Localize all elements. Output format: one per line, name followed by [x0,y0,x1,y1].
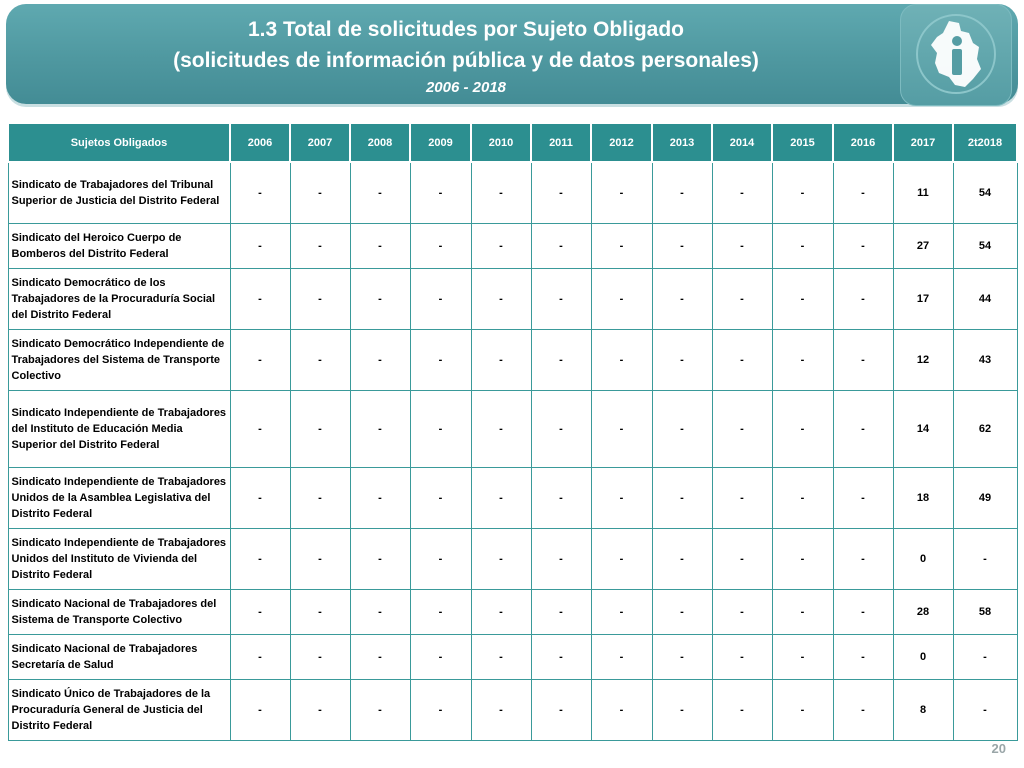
value-cell: - [290,391,350,468]
value-cell: - [833,330,893,391]
value-cell: - [350,468,410,529]
value-cell: - [290,680,350,741]
value-cell: - [230,269,290,330]
value-cell: - [290,529,350,590]
value-cell: - [230,468,290,529]
value-cell: 8 [893,680,953,741]
table-row [8,224,1017,269]
value-cell: - [531,468,591,529]
value-cell: - [471,680,531,741]
value-cell: - [471,269,531,330]
column-header-year: 2008 [350,123,410,162]
value-cell: - [531,224,591,269]
value-cell: - [350,529,410,590]
value-cell: 58 [953,590,1017,635]
value-cell: - [772,330,833,391]
value-cell: - [290,269,350,330]
value-cell: - [230,330,290,391]
value-cell: - [290,224,350,269]
column-header-year: 2016 [833,123,893,162]
value-cell: - [591,590,652,635]
value-cell: - [471,330,531,391]
value-cell: - [290,330,350,391]
value-cell: 44 [953,269,1017,330]
value-cell: - [591,635,652,680]
table-row [8,590,1017,635]
value-cell: - [652,391,712,468]
value-cell: - [350,635,410,680]
column-header-year: 2017 [893,123,953,162]
value-cell: - [833,391,893,468]
value-cell: 17 [893,269,953,330]
value-cell: 43 [953,330,1017,391]
requests-table [7,122,1018,741]
value-cell: - [712,162,772,224]
value-cell: - [471,529,531,590]
value-cell: - [350,330,410,391]
table-row [8,529,1017,590]
value-cell: - [350,224,410,269]
subject-name-cell: Sindicato Independiente de Trabajadores Unidos del Instituto de Vivienda del Distrito Federal [8,529,230,590]
value-cell: - [350,162,410,224]
value-cell: 28 [893,590,953,635]
value-cell: - [652,330,712,391]
value-cell: - [772,590,833,635]
logo [900,4,1012,106]
value-cell: - [531,330,591,391]
value-cell: 0 [893,529,953,590]
value-cell: - [772,224,833,269]
value-cell: - [772,680,833,741]
column-header-year: 2006 [230,123,290,162]
value-cell: 49 [953,468,1017,529]
table-row [8,162,1017,224]
value-cell: - [591,269,652,330]
value-cell: - [591,529,652,590]
value-cell: - [230,162,290,224]
column-header-year: 2011 [531,123,591,162]
value-cell: 0 [893,635,953,680]
value-cell: - [772,529,833,590]
table-header-row [8,123,1017,162]
page-number: 20 [991,741,1006,756]
value-cell: - [230,391,290,468]
value-cell: - [712,330,772,391]
value-cell: - [531,590,591,635]
value-cell: - [410,680,471,741]
value-cell: - [953,635,1017,680]
column-header-year: 2010 [471,123,531,162]
value-cell: - [290,635,350,680]
table-row [8,391,1017,468]
value-cell: - [833,468,893,529]
value-cell: - [290,162,350,224]
value-cell: - [230,224,290,269]
value-cell: - [531,162,591,224]
value-cell: - [652,590,712,635]
value-cell: - [410,590,471,635]
value-cell: - [591,391,652,468]
value-cell: - [290,468,350,529]
value-cell: - [591,680,652,741]
value-cell: - [652,468,712,529]
subject-name-cell: Sindicato Nacional de Trabajadores Secretaría de Salud [8,635,230,680]
value-cell: - [350,680,410,741]
cdmx-info-logo-icon [915,13,997,95]
column-header-year: 2015 [772,123,833,162]
column-header-year: 2014 [712,123,772,162]
value-cell: - [712,635,772,680]
value-cell: - [772,635,833,680]
value-cell: - [833,529,893,590]
subject-name-cell: Sindicato Único de Trabajadores de la Procuraduría General de Justicia del Distrito Federal [8,680,230,741]
value-cell: - [833,224,893,269]
title-banner [6,4,1018,104]
value-cell: - [471,391,531,468]
value-cell: - [833,269,893,330]
value-cell: - [531,391,591,468]
subject-name-cell: Sindicato Independiente de Trabajadores del Instituto de Educación Media Superior del Distrito Federal [8,391,230,468]
value-cell: - [591,224,652,269]
value-cell: - [712,269,772,330]
value-cell: - [230,590,290,635]
value-cell: 54 [953,162,1017,224]
value-cell: - [531,529,591,590]
value-cell: 14 [893,391,953,468]
value-cell: - [953,529,1017,590]
value-cell: - [531,680,591,741]
value-cell: - [652,529,712,590]
value-cell: - [591,468,652,529]
value-cell: - [712,468,772,529]
page-title: 1.3 Total de solicitudes por Sujeto Obligado [248,18,684,41]
value-cell: - [591,330,652,391]
table-row [8,635,1017,680]
subject-name-cell: Sindicato Nacional de Trabajadores del Sistema de Transporte Colectivo [8,590,230,635]
value-cell: - [652,162,712,224]
column-header-year: 2t2018 [953,123,1017,162]
value-cell: - [833,162,893,224]
value-cell: - [712,391,772,468]
table-row [8,269,1017,330]
value-cell: - [652,635,712,680]
value-cell: - [471,590,531,635]
column-header-subjects: Sujetos Obligados [8,123,230,162]
value-cell: - [531,269,591,330]
value-cell: - [410,269,471,330]
table-row [8,330,1017,391]
year-range: 2006 - 2018 [425,79,507,96]
value-cell: 18 [893,468,953,529]
subject-name-cell: Sindicato Democrático Independiente de Trabajadores del Sistema de Transporte Colectivo [8,330,230,391]
value-cell: - [712,680,772,741]
value-cell: 62 [953,391,1017,468]
column-header-year: 2007 [290,123,350,162]
column-header-year: 2013 [652,123,712,162]
value-cell: - [652,680,712,741]
subject-name-cell: Sindicato del Heroico Cuerpo de Bomberos del Distrito Federal [8,224,230,269]
value-cell: - [410,635,471,680]
value-cell: 12 [893,330,953,391]
page-subtitle: (solicitudes de información pública y de datos personales) [173,49,759,72]
value-cell: - [350,269,410,330]
table-row [8,680,1017,741]
value-cell: - [712,590,772,635]
value-cell: - [833,680,893,741]
value-cell: - [652,269,712,330]
value-cell: - [772,269,833,330]
value-cell: - [410,529,471,590]
value-cell: - [410,468,471,529]
value-cell: - [471,635,531,680]
value-cell: - [471,162,531,224]
value-cell: - [410,224,471,269]
value-cell: - [410,162,471,224]
value-cell: - [410,330,471,391]
value-cell: - [230,529,290,590]
value-cell: - [772,391,833,468]
value-cell: - [953,680,1017,741]
value-cell: - [230,680,290,741]
value-cell: - [712,224,772,269]
value-cell: - [471,468,531,529]
value-cell: - [410,391,471,468]
table-row [8,468,1017,529]
value-cell: 11 [893,162,953,224]
value-cell: - [230,635,290,680]
value-cell: - [833,635,893,680]
column-header-year: 2012 [591,123,652,162]
value-cell: - [712,529,772,590]
value-cell: - [772,468,833,529]
value-cell: - [531,635,591,680]
subject-name-cell: Sindicato Independiente de Trabajadores Unidos de la Asamblea Legislativa del Distrito Federal [8,468,230,529]
value-cell: 54 [953,224,1017,269]
value-cell: - [833,590,893,635]
value-cell: - [471,224,531,269]
value-cell: - [290,590,350,635]
value-cell: - [591,162,652,224]
subject-name-cell: Sindicato de Trabajadores del Tribunal Superior de Justicia del Distrito Federal [8,162,230,224]
subject-name-cell: Sindicato Democrático de los Trabajadores de la Procuraduría Social del Distrito Federal [8,269,230,330]
value-cell: - [652,224,712,269]
value-cell: - [772,162,833,224]
value-cell: 27 [893,224,953,269]
column-header-year: 2009 [410,123,471,162]
value-cell: - [350,590,410,635]
value-cell: - [350,391,410,468]
